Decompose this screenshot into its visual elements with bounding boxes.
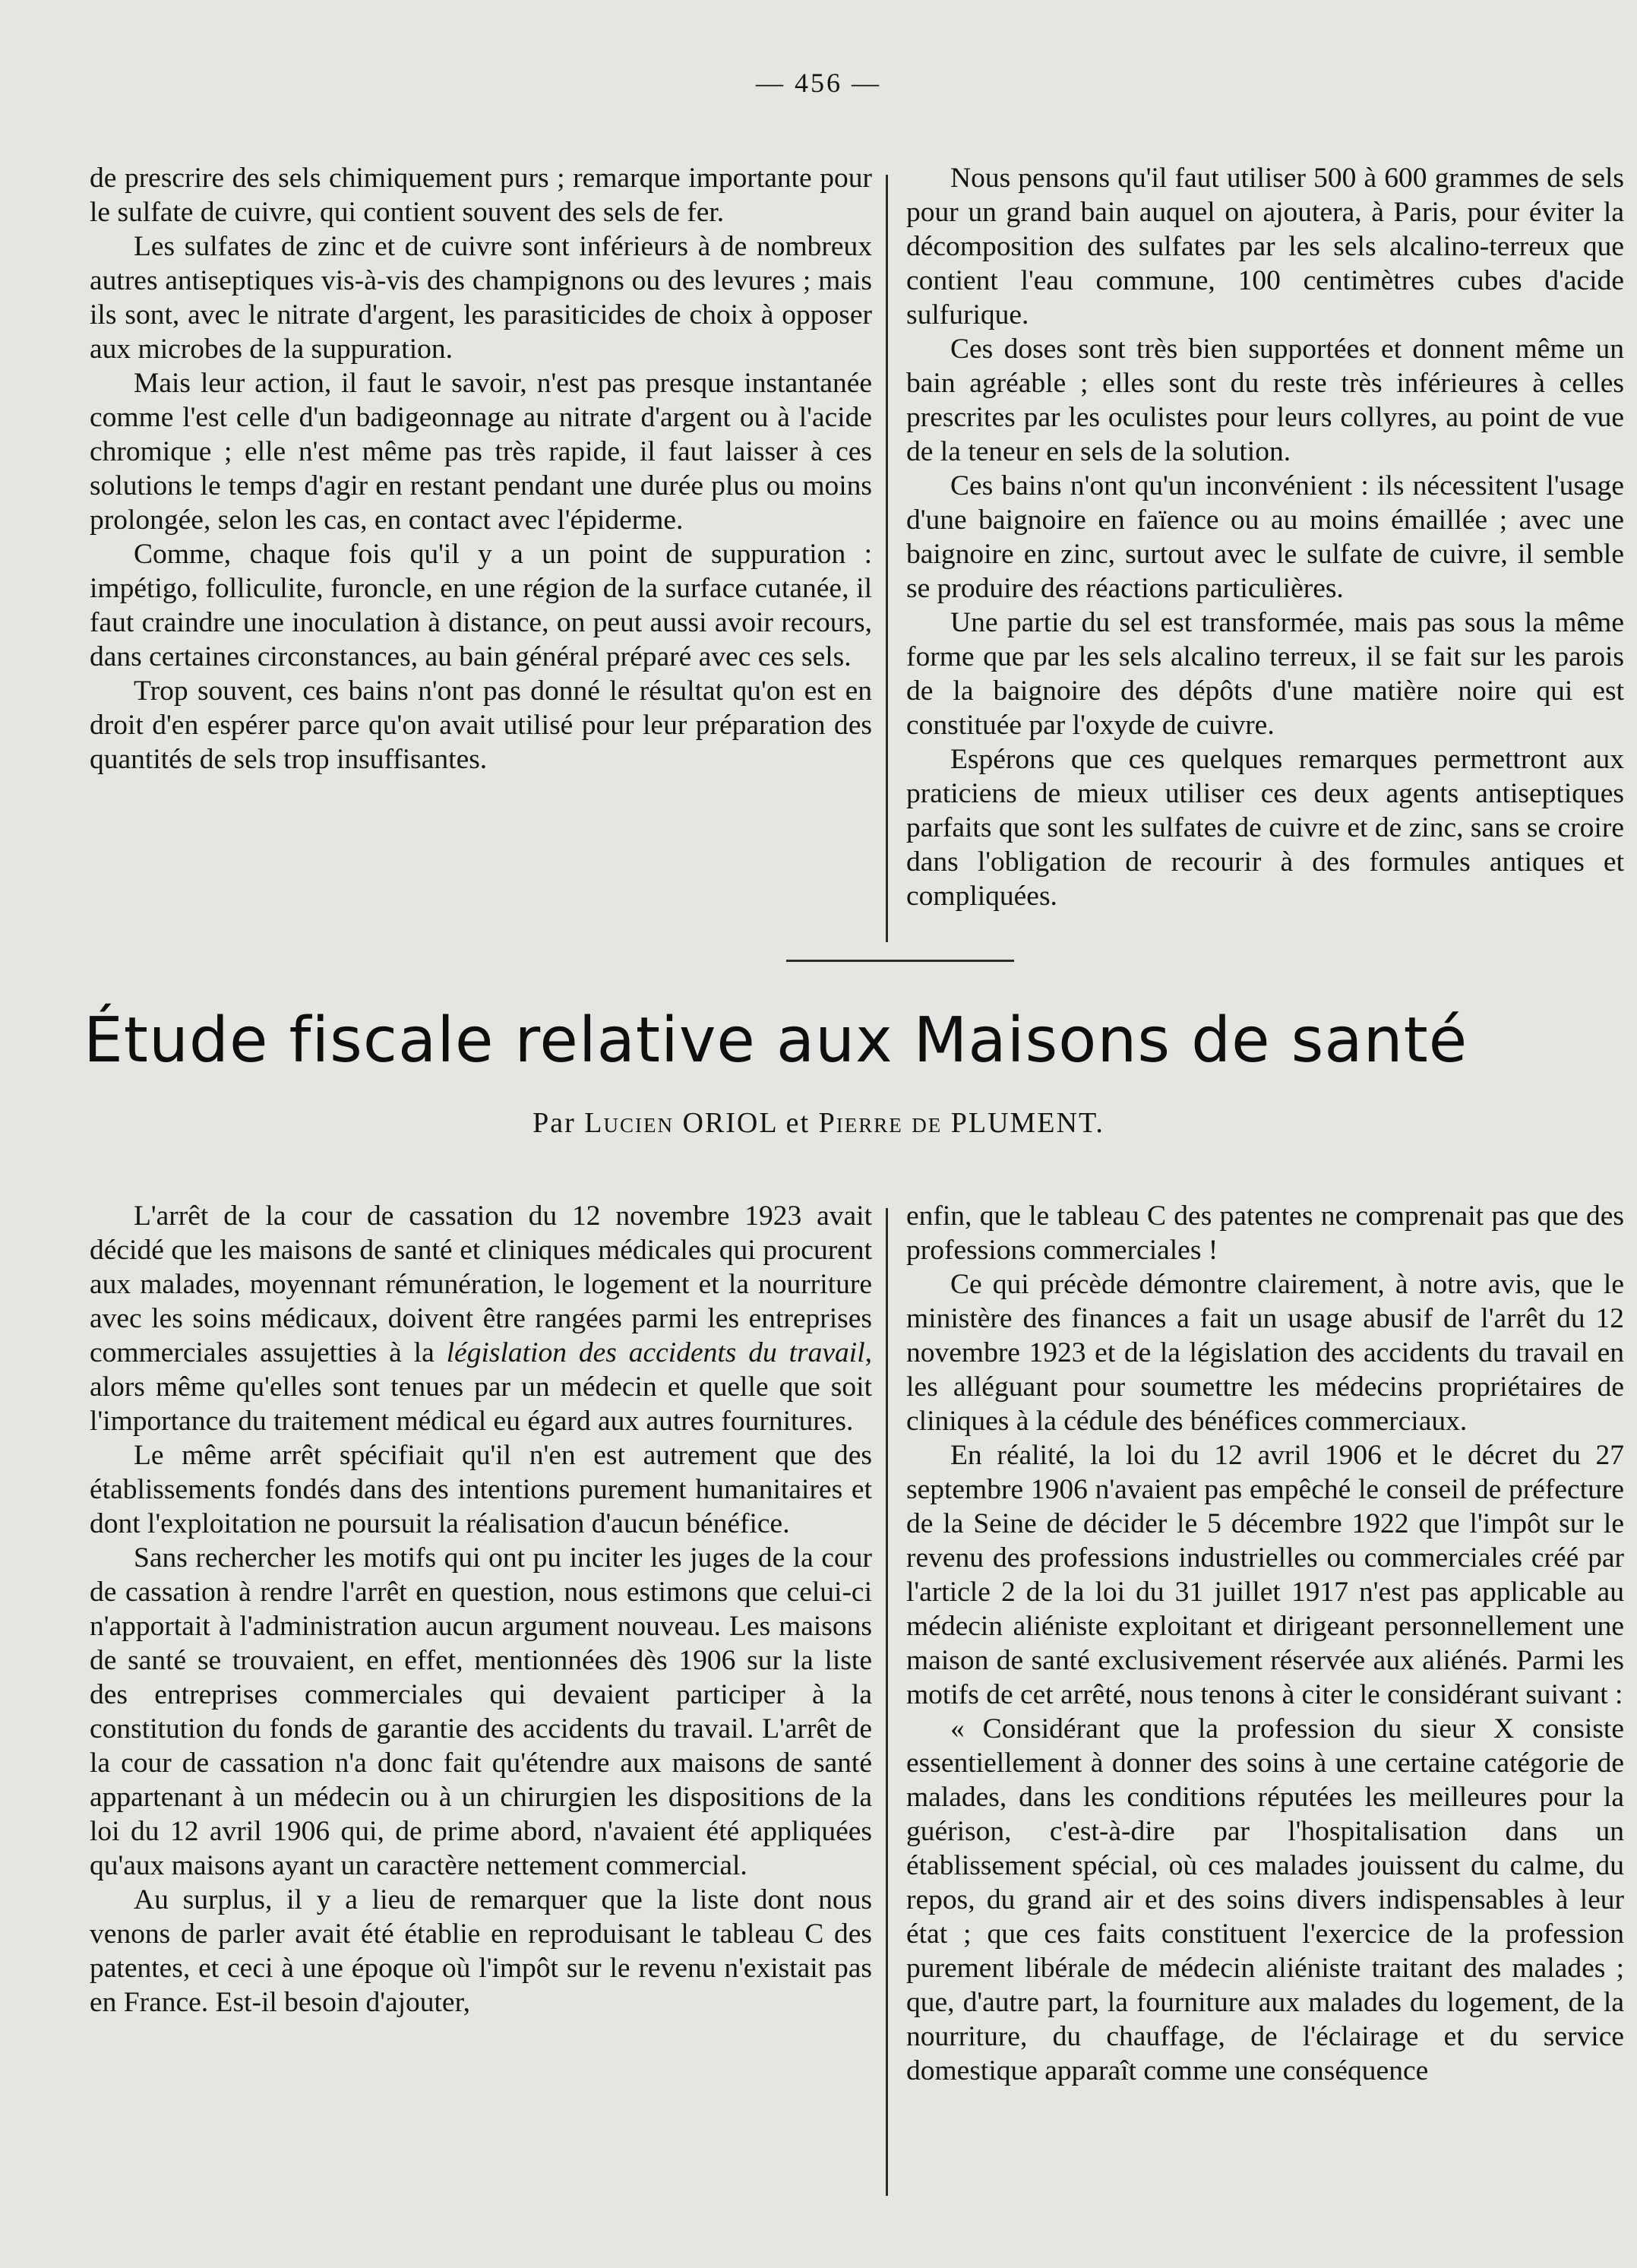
paragraph: Ces bains n'ont qu'un inconvénient : ils nécessitent l'usage d'une baignoire en faïence ou au moins émaillée ; avec une baignoire en zinc, surtout avec le sulfate de cuivre, il semble se produire des réactions particulières. (906, 470, 1624, 604)
paragraph: En réalité, la loi du 12 avril 1906 et le décret du 27 septembre 1906 n'avaient pas empêché le conseil de préfecture de la Seine de décider le 5 décembre 1922 que l'impôt sur le revenu des professions industrielles ou commerciales créé par l'article 2 de la loi du 31 juillet 1917 n'est pas applicable au médecin aliéniste exploitant et dirigeant personnellement une maison de santé exclusivement réservée aux aliénés. Parmi les motifs de cet arrêté, nous tenons à citer le considérant suivant : (906, 1440, 1624, 1710)
top-right-column (906, 161, 1624, 913)
author1-first-name: Lucien (584, 1107, 674, 1139)
paragraph: enfin, que le tableau C des patentes ne comprenait pas que des professions commerciales ! (906, 1200, 1624, 1266)
author2-first-name: Pierre de (818, 1107, 943, 1139)
paragraph: Au surplus, il y a lieu de remarquer que la liste dont nous venons de parler avait été établie en reproduisant le tableau C des patentes, et ceci à une époque où l'impôt sur le revenu n'existait pas en France. Est-il besoin d'ajouter, (90, 1884, 872, 2018)
article-title: Étude fiscale relative aux Maisons de santé (84, 1004, 1468, 1077)
text-run: L'arrêt de la cour de cassation du 12 novembre 1923 avait décidé que les maisons de santé et cliniques médicales qui procurent aux malades, moyennant rémunération, le logement et la nourriture avec les soins médicaux, doivent être rangées parmi les entreprises commerciales assujetties à la (90, 1200, 872, 1368)
column-divider (886, 175, 888, 942)
paragraph: Ces doses sont très bien supportées et donnent même un bain agréable ; elles sont du reste très inférieures à celles prescrites par les oculistes pour leurs collyres, au point de vue de la teneur en sels de la solution. (906, 334, 1624, 467)
paragraph: Espérons que ces quelques remarques permettront aux praticiens de mieux utiliser ces deux agents antiseptiques parfaits que sont les sulfates de cuivre et de zinc, sans se croire dans l'obligation de recourir à des formules antiques et compliquées. (906, 744, 1624, 912)
paragraph: Comme, chaque fois qu'il y a un point de suppuration : impétigo, folliculite, furoncle, en une région de la surface cutanée, il faut craindre une inoculation à distance, on peut aussi avoir recours, dans certaines circonstances, au bain général préparé avec ces sels. (90, 539, 872, 672)
section-separator (786, 960, 1014, 962)
paragraph: « Considérant que la profession du sieur X consiste essentiellement à donner des soins à une certaine catégorie de malades, dans les conditions réputées les meilleures pour la guérison, c'est-à-dire par l'hospitalisation dans un établissement spécial, où ces malades jouissent du calme, du repos, du grand air et des soins divers indispensables à leur état ; que ces faits constituent l'exercice de la profession purement libérale de médecin aliéniste traitant des malades ; que, d'autre part, la fourniture aux malades du logement, de la nourriture, du chauffage, de l'éclairage et du service domestique apparaît comme une conséquence (906, 1713, 1624, 2086)
text-run: , alors même qu'elles sont tenues par un médecin et quelle que soit l'importance du traitement médical eu égard aux autres fournitures. (90, 1337, 872, 1437)
paragraph: Nous pensons qu'il faut utiliser 500 à 600 grammes de sels pour un grand bain auquel on ajoutera, à Paris, pour éviter la décomposition des sulfates par les sels alcalino-terreux que contient l'eau commune, 100 centimètres cubes d'acide sulfurique. (906, 163, 1624, 331)
byline-and: et (785, 1107, 811, 1139)
paragraph: Sans rechercher les motifs qui ont pu inciter les juges de la cour de cassation à rendre l'arrêt en question, nous estimons que celui-ci n'apportait à l'administration aucun argument nouveau. Les maisons de santé se trouvaient, en effet, mentionnées dès 1906 sur la liste des entreprises commerciales qui devaient participer à la constitution du fonds de garantie des accidents du travail. L'arrêt de la cour de cassation n'a donc fait qu'étendre aux maisons de santé appartenant à un médecin ou à un chirurgien les dispositions de la loi du 12 avril 1906 qui, de prime abord, n'avaient été appliquées qu'aux maisons ayant un caractère nettement commercial. (90, 1542, 872, 1881)
italic-text: législation des accidents du travail (446, 1337, 865, 1368)
paragraph: Les sulfates de zinc et de cuivre sont inférieurs à de nombreux autres antiseptiques vis-à-vis des champignons ou des levures ; mais ils sont, avec le nitrate d'argent, les parasiticides de choix à opposer aux microbes de la suppuration. (90, 231, 872, 365)
byline (0, 1106, 1637, 1140)
paragraph: Une partie du sel est transformée, mais pas sous la même forme que par les sels alcalino terreux, il se fait sur les parois de la baignoire des dépôts d'une matière noire qui est constituée par l'oxyde de cuivre. (906, 607, 1624, 741)
paragraph: de prescrire des sels chimiquement purs ; remarque importante pour le sulfate de cuivre, qui contient souvent des sels de fer. (90, 163, 872, 228)
paragraph: Ce qui précède démontre clairement, à notre avis, que le ministère des finances a fait un usage abusif de l'arrêt du 12 novembre 1923 et de la législation des accidents du travail en les alléguant pour soumettre les médecins propriétaires de cliniques à la cédule des bénéfices commerciaux. (906, 1269, 1624, 1437)
top-left-column (90, 161, 872, 777)
paragraph (90, 1199, 872, 1438)
author2-last-name: PLUMENT. (950, 1107, 1105, 1139)
bottom-right-column (906, 1199, 1624, 2088)
author1-last-name: ORIOL (682, 1107, 778, 1139)
byline-prefix: Par (532, 1107, 576, 1139)
bottom-left-column (90, 1199, 872, 2020)
paragraph: Mais leur action, il faut le savoir, n'est pas presque instantanée comme l'est celle d'un badigeonnage au nitrate d'argent ou à l'acide chromique ; elle n'est même pas très rapide, il faut laisser à ces solutions le temps d'agir en restant pendant une durée plus ou moins prolongée, selon les cas, en contact avec l'épiderme. (90, 368, 872, 536)
column-divider (886, 1208, 888, 2196)
paragraph: Le même arrêt spécifiait qu'il n'en est autrement que des établissements fondés dans des intentions purement humanitaires et dont l'exploitation ne poursuit la réalisation d'aucun bénéfice. (90, 1440, 872, 1539)
page-number: — 456 — (756, 68, 881, 98)
paragraph: Trop souvent, ces bains n'ont pas donné le résultat qu'on est en droit d'en espérer parce qu'on avait utilisé pour leur préparation des quantités de sels trop insuffisantes. (90, 675, 872, 775)
